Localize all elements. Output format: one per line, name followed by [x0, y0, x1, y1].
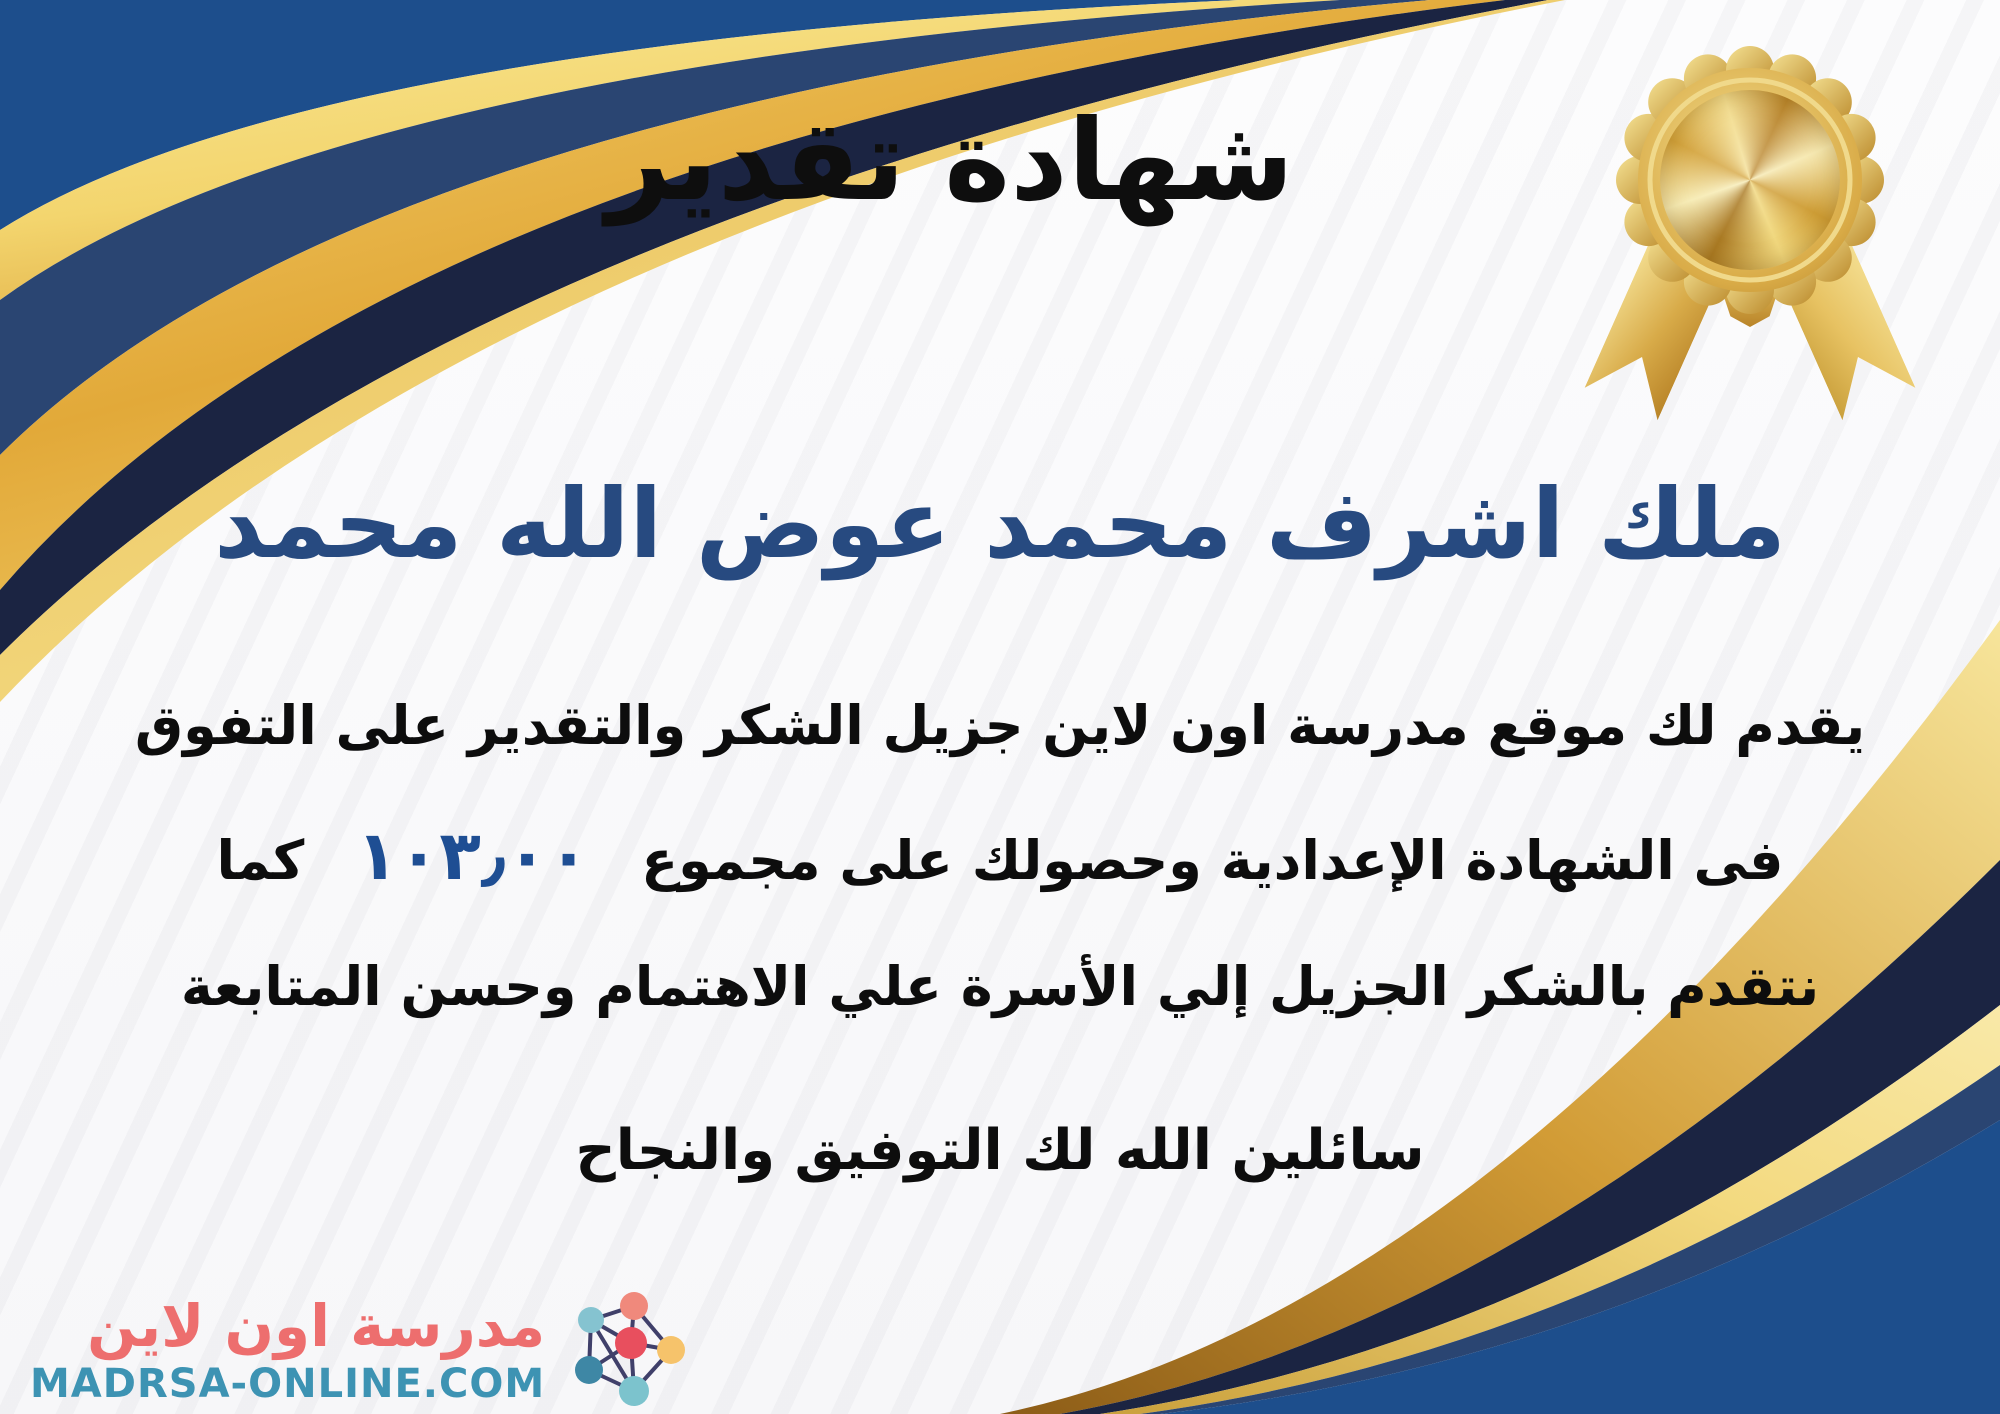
logo-arabic-name: مدرسة اون لاين — [87, 1291, 546, 1360]
recipient-name: ملك اشرف محمد عوض الله محمد — [214, 468, 1786, 580]
site-logo — [30, 1288, 699, 1408]
score-value: ١٠٣٫٠٠ — [356, 816, 590, 896]
network-graph-icon — [559, 1288, 699, 1408]
certificate-body — [40, 668, 1960, 1045]
body-line-2-before: فى الشهادة الإعدادية وحصولك على مجموع — [641, 828, 1784, 892]
body-line-2-after: كما — [216, 828, 305, 892]
logo-text-block — [30, 1290, 545, 1407]
medal-center-sheen — [1660, 90, 1840, 270]
certificate-title: شهادة تقدير — [606, 96, 1294, 226]
body-line-1: يقدم لك موقع مدرسة اون لاين جزيل الشكر والتقدير على التفوق — [134, 694, 1866, 757]
logo-domain-text: MADRSA-ONLINE.COM — [30, 1361, 546, 1408]
body-line-3: نتقدم بالشكر الجزيل إلي الأسرة علي الاهتمام وحسن المتابعة — [180, 955, 1820, 1019]
body-line-2 — [40, 784, 1960, 930]
gold-medal-icon — [1605, 45, 1895, 430]
closing-line: سائلين الله لك التوفيق والنجاح — [575, 1118, 1425, 1183]
